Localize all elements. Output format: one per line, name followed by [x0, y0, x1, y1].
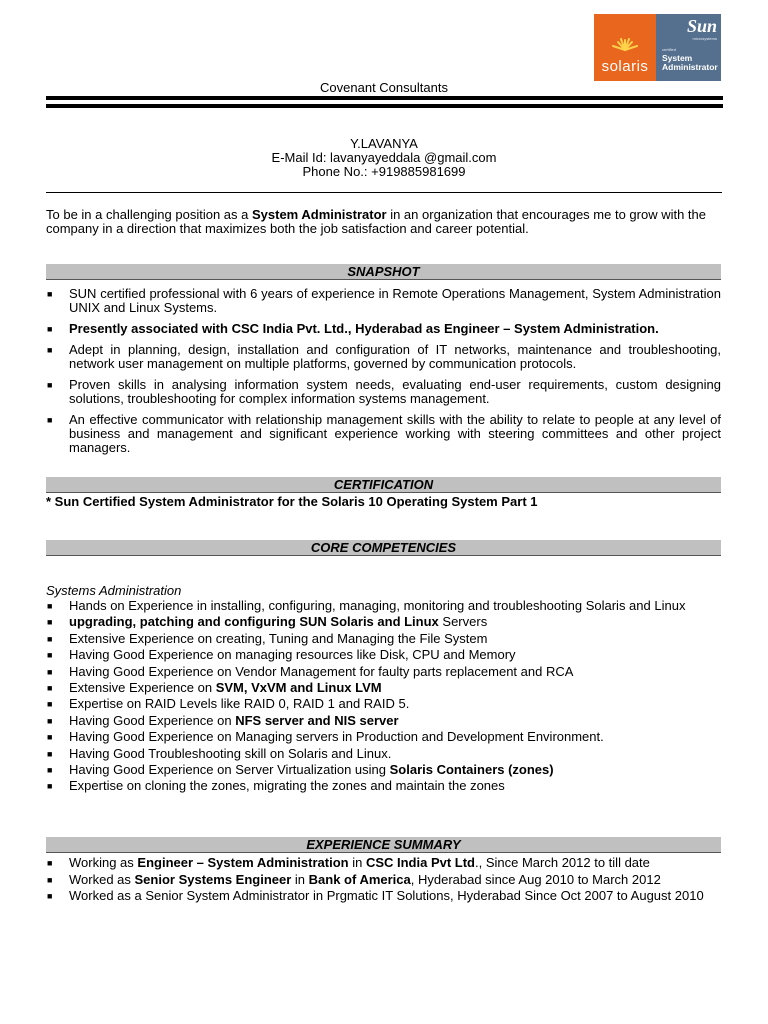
list-item: ■ Having Good Experience on managing resources like Disk, CPU and Memory: [47, 647, 516, 663]
list-item: ■ Having Good Troubleshooting skill on Solaris and Linux.: [47, 745, 392, 761]
bullet-icon: ■: [47, 781, 53, 792]
list-item: ■ Having Good Experience on Managing servers in Production and Development Environment.: [47, 729, 604, 745]
experience-heading: EXPERIENCE SUMMARY: [46, 837, 721, 853]
certification-panel: [656, 14, 721, 81]
cert-title-line2: Administrator: [662, 62, 718, 72]
solaris-logo-panel: [594, 14, 656, 81]
list-item: ■ Adept in planning, design, installation and configuration of IT networks, maintenance and troubleshooting, network user management on multiple platforms, governed by communication protocols.: [47, 342, 721, 371]
list-item: ■ Presently associated with CSC India Pvt. Ltd., Hyderabad as Engineer – System Administration.: [47, 321, 659, 336]
list-item: ■ Having Good Experience on NFS server and NIS server: [47, 712, 399, 728]
list-item: ■ Having Good Experience on Vendor Management for faulty parts replacement and RCA: [47, 663, 574, 679]
email-line: E-Mail Id: lavanyayeddala @gmail.com: [271, 150, 497, 165]
solaris-certified-logo: [594, 14, 721, 81]
list-item: ■ Hands on Experience in installing, configuring, managing, monitoring and troubleshooting Solaris and Linux: [47, 598, 686, 613]
bullet-icon: ■: [47, 748, 53, 759]
snapshot-heading: SNAPSHOT: [46, 264, 721, 280]
bullet-icon: ■: [47, 345, 53, 355]
list-item: ■ Worked as Senior Systems Engineer in Bank of America, Hyderabad since Aug 2010 to March 2012: [47, 871, 661, 887]
list-item: ■ Worked as a Senior System Administrator in Prgmatic IT Solutions, Hyderabad Since Oct 2007 to August 2010: [47, 888, 704, 903]
header-rule-bottom: [46, 104, 723, 108]
list-item: ■ Extensive Experience on creating, Tuning and Managing the File System: [47, 630, 488, 646]
experience-list: [46, 855, 721, 905]
objective-text-pre: To be in a challenging position as a: [46, 207, 252, 222]
list-item: ■ upgrading, patching and configuring SUN Solaris and Linux Servers: [47, 614, 488, 630]
bullet-icon: ■: [47, 874, 53, 885]
phone-line: Phone No.: +919885981699: [302, 164, 466, 179]
bullet-icon: ■: [47, 617, 53, 628]
sunburst-icon: [606, 20, 644, 58]
certification-text: * Sun Certified System Administrator for the Solaris 10 Operating System Part 1: [46, 494, 538, 509]
list-item: ■ Working as Engineer – System Administration in CSC India Pvt Ltd., Since March 2012 to till date: [47, 855, 650, 870]
bullet-icon: ■: [47, 891, 53, 901]
contact-block: [46, 137, 722, 179]
candidate-name: Y.LAVANYA: [350, 136, 418, 151]
list-item: ■ Extensive Experience on SVM, VxVM and Linux LVM: [47, 680, 382, 696]
company-name: Covenant Consultants: [320, 80, 448, 95]
contact-divider: [46, 192, 722, 193]
list-item: ■ SUN certified professional with 6 years of experience in Remote Operations Management, System Administration UNIX and Linux Systems.: [47, 286, 721, 315]
bullet-icon: ■: [47, 324, 53, 334]
list-item: ■ Expertise on cloning the zones, migrating the zones and maintain the zones: [47, 778, 505, 794]
systems-admin-subheading: Systems Administration: [46, 583, 182, 598]
bullet-icon: ■: [47, 415, 53, 425]
bullet-icon: ■: [47, 650, 53, 661]
bullet-icon: ■: [47, 699, 53, 710]
certification-heading: CERTIFICATION: [46, 477, 721, 493]
list-item: ■ Proven skills in analysing information system needs, evaluating end-user requirements, custom designing solutions, troubleshooting for complex information systems management.: [47, 377, 721, 406]
solaris-wordmark: solaris: [601, 58, 649, 75]
certified-label: certified: [662, 47, 677, 52]
bullet-icon: ■: [47, 683, 53, 694]
objective-text-post: in an organization that encourages me to grow with the company in a direction that maximizes both the job satisfaction and career potential.: [46, 207, 707, 236]
cert-title-line1: System: [662, 53, 693, 63]
objective-text-bold: System Administrator: [251, 207, 387, 222]
snapshot-list: [46, 287, 721, 455]
bullet-icon: ■: [47, 732, 53, 743]
sun-subtitle: microsystems: [692, 36, 717, 41]
bullet-icon: ■: [47, 765, 53, 776]
bullet-icon: ■: [47, 858, 53, 868]
certification-title: [662, 54, 718, 72]
sun-wordmark: Sun: [686, 16, 717, 36]
header-rule-top: [46, 96, 723, 100]
bullet-icon: ■: [47, 380, 53, 390]
competencies-heading: CORE COMPETENCIES: [46, 540, 721, 556]
list-item: ■ Having Good Experience on Server Virtualization using Solaris Containers (zones): [47, 762, 554, 778]
bullet-icon: ■: [47, 633, 53, 644]
bullet-icon: ■: [47, 601, 53, 611]
objective-paragraph: [46, 208, 721, 236]
list-item: ■ An effective communicator with relationship management skills with the ability to relate to people at any level of business and management and significant experience working with steering committees and other project managers.: [47, 412, 721, 455]
bullet-icon: ■: [47, 666, 53, 677]
list-item: ■ Expertise on RAID Levels like RAID 0, RAID 1 and RAID 5.: [47, 696, 410, 712]
bullet-icon: ■: [47, 715, 53, 726]
bullet-icon: ■: [47, 289, 53, 299]
competencies-list: [46, 598, 721, 795]
